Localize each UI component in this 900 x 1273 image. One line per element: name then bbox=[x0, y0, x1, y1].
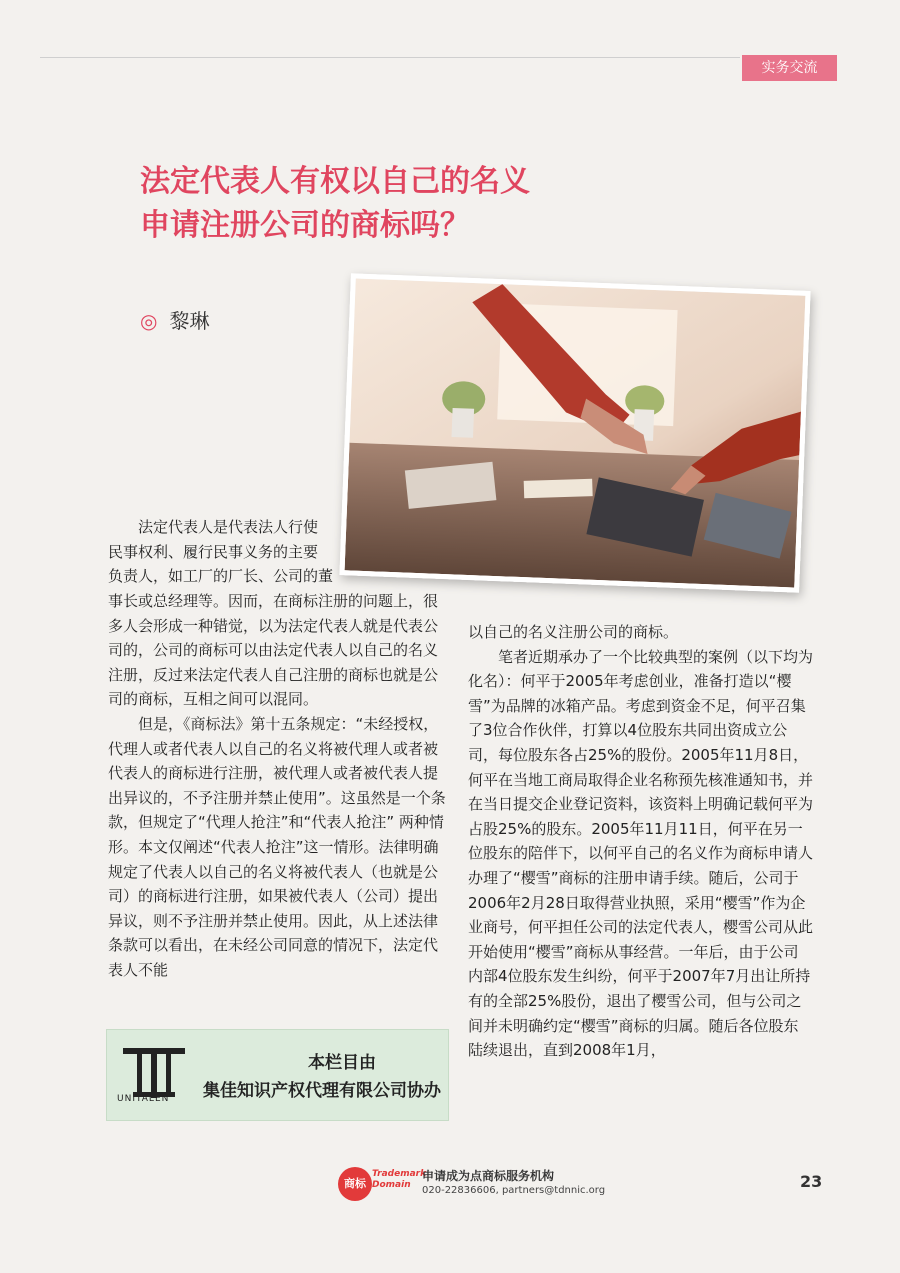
sponsor-logo-text: UNITALEN bbox=[117, 1094, 170, 1104]
paragraph: 以自己的名义注册公司的商标。 bbox=[468, 623, 679, 641]
footer-ad bbox=[330, 1165, 810, 1205]
footer-contact: 020-22836606, partners@tdnnic.org bbox=[422, 1185, 606, 1196]
lead-line-1: 法定代表人是代表法人行使 bbox=[138, 518, 319, 536]
brand-line-1: Trademark bbox=[372, 1169, 427, 1179]
paragraph: 但是，《商标法》第十五条规定：“未经授权，代理人或者代表人以自己的名义将被代理人或者被代表人的商标进行注册，被代理人或者被代表人提出异议的，不予注册并禁止使用”。这虽然是一个条款，但规定了“代理人抢注”和“代表人抢注” 两种情形。本文仅阐述“代表人抢注”这一情形。法律明确规定了代表人以自己的名义将被代表人（也就是公司）的商标进行注册，如果被代表人（公司）提出异议，则不予注册并禁止使用。因此，从上述法律条款可以看出，在未经公司同意的情况下，法定代表人不能 bbox=[108, 714, 446, 979]
author-name: 黎琳 bbox=[169, 309, 210, 333]
brand-line-2: Domain bbox=[372, 1180, 411, 1190]
top-rule bbox=[40, 57, 740, 58]
article-title bbox=[140, 160, 700, 248]
left-column bbox=[108, 589, 448, 983]
paragraph: 事长或总经理等。因而，在商标注册的问题上，很多人会形成一种错觉，以为法定代表人就是代表公司的，公司的商标可以由法定代表人以自己的名义注册，反过来法定代表人自己注册的商标也就是公司的商标，互相之间可以混同。 bbox=[108, 592, 439, 709]
lead-paragraph bbox=[108, 515, 338, 589]
author-byline bbox=[140, 305, 209, 334]
author-mark-icon: ◎ bbox=[140, 309, 158, 333]
trademark-domain-brand bbox=[372, 1169, 426, 1191]
lead-line-2: 民事权利、履行民事义务的主要 bbox=[108, 542, 319, 561]
lead-line-3: 负责人，如工厂的厂长、公司的董 bbox=[108, 567, 334, 586]
footer-headline: 申请成为点商标服务机构 bbox=[422, 1169, 555, 1183]
right-column bbox=[468, 620, 813, 1063]
business-meeting-photo bbox=[339, 273, 810, 592]
page-number: 23 bbox=[800, 1172, 823, 1191]
paragraph: 笔者近期承办了一个比较典型的案例（以下均为化名）：何平于2005年考虑创业，准备打造以“樱雪”为品牌的冰箱产品。考虑到资金不足，何平召集了3位合作伙伴，打算以4位股东共同出资成立公司，每位股东各占25%的股份。2005年11月8日，何平在当地工商局取得企业名称预先核准通知书，并在当日提交企业登记资料，该资料上明确记载何平为占股25%的股东。2005年11月11日，何平在另一位股东的陪伴下，以何平自己的名义作为商标申请人办理了“樱雪”商标的注册申请手续。随后，公司于2006年2月28日取得营业执照，采用“樱雪”作为企业商号，何平担任公司的法定代表人，樱雪公司从此开始使用“樱雪”商标从事经营。一年后，由于公司内部4位股东发生纠纷，何平于2007年7月出让所持有的全部25%股份，退出了樱雪公司，但与公司之间并未明确约定“樱雪”商标的归属。随后各位股东陆续退出，直到2008年1月， bbox=[468, 647, 814, 1060]
sponsor-line-2: 集佳知识产权代理有限公司协办 bbox=[203, 1081, 441, 1101]
title-line-2: 申请注册公司的商标吗？ bbox=[140, 208, 470, 243]
sponsor-line-1: 本栏目由 bbox=[308, 1053, 376, 1073]
section-tag: 实务交流 bbox=[742, 55, 837, 81]
photo-illustration bbox=[345, 278, 806, 587]
sponsor-box bbox=[106, 1029, 449, 1121]
title-line-1: 法定代表人有权以自己的名义 bbox=[140, 164, 530, 199]
trademark-badge-icon: 商标 bbox=[338, 1167, 372, 1201]
